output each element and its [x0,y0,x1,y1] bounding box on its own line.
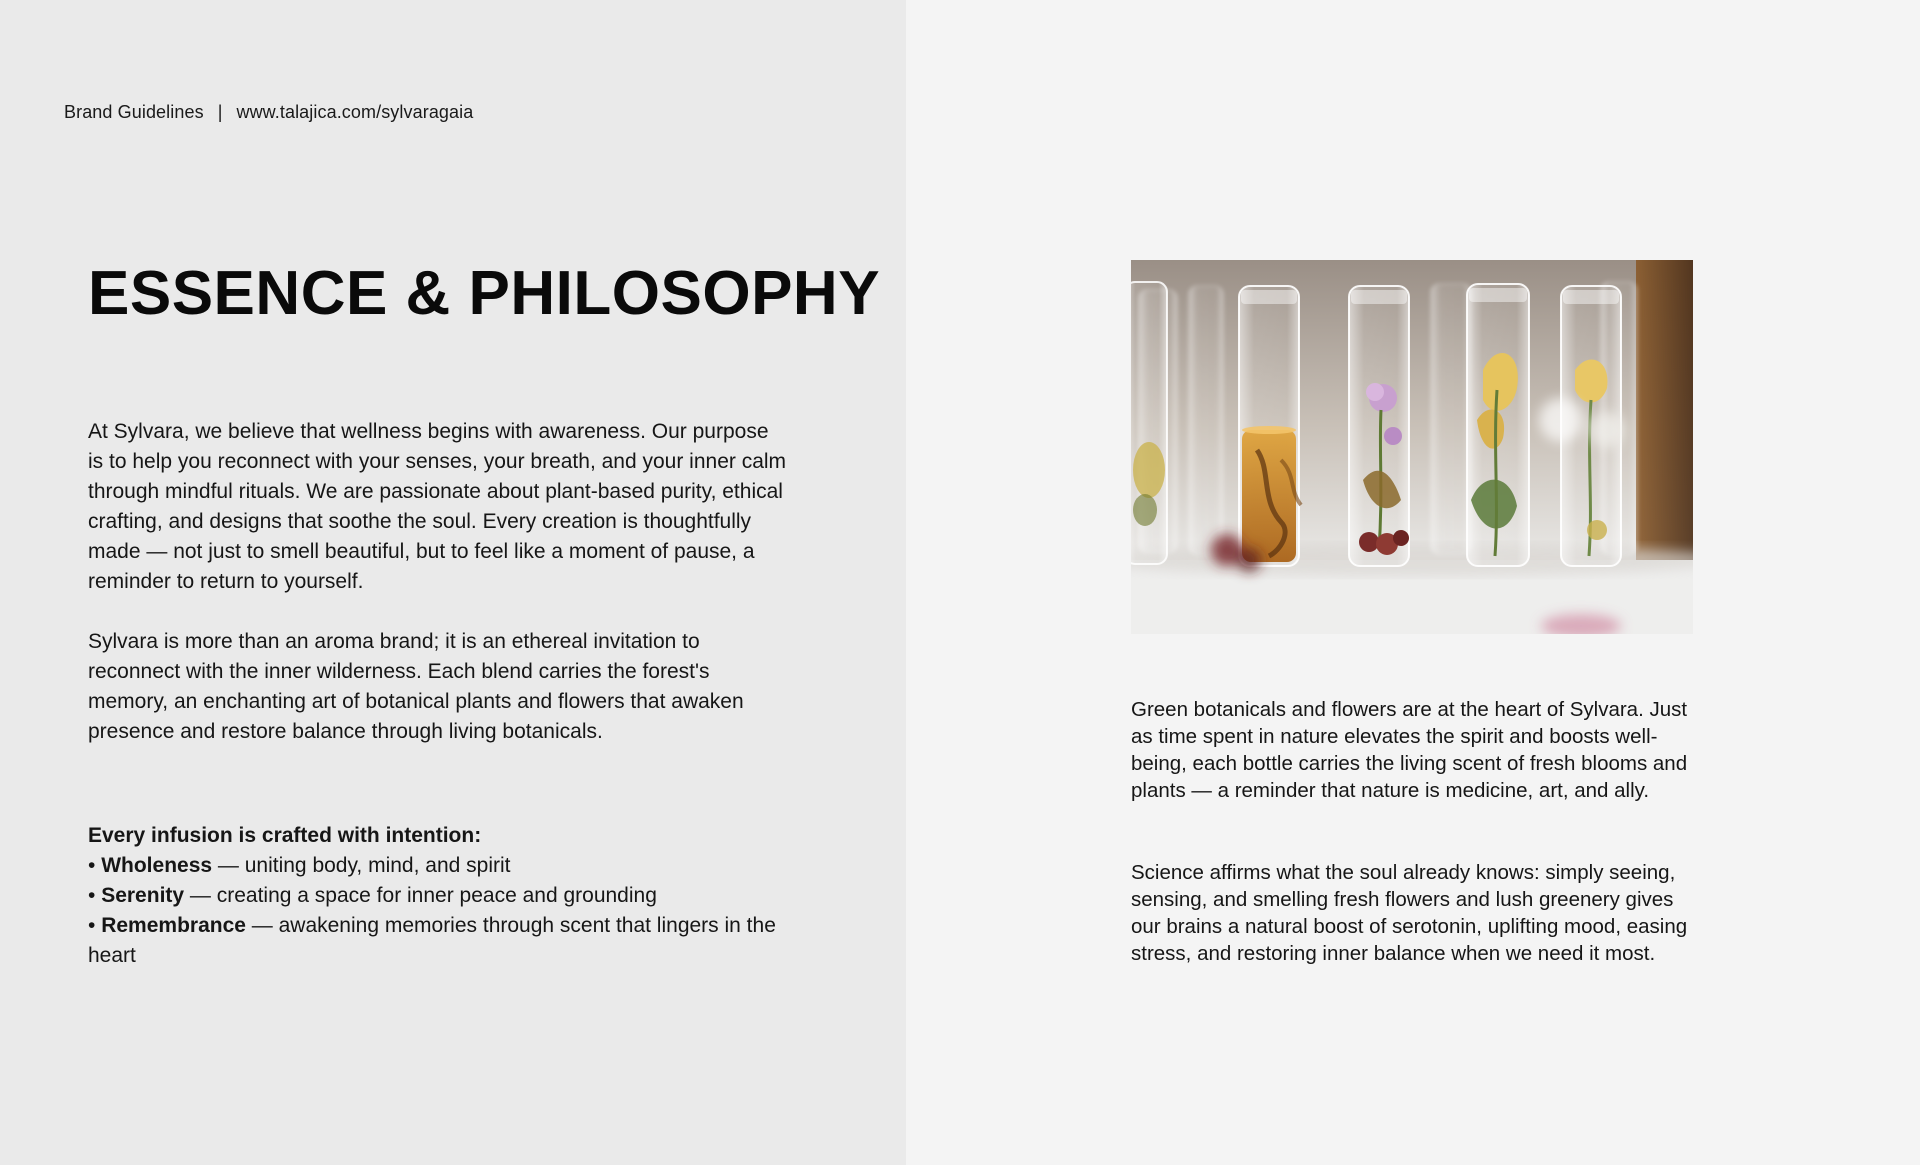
left-panel [0,0,906,1165]
brand-paragraph: Sylvara is more than an aroma brand; it is an ethereal invitation to reconnect with the inner wilderness. Each blend carries the forest's memory, an enchanting art of botanical plants and flowers that awaken presence and restore balance through living botanicals. [88,630,744,743]
principles-heading: Every infusion is crafted with intention: [88,824,482,847]
document-header [64,102,473,123]
principle-item-wholeness [88,851,788,881]
science-paragraph: Science affirms what the soul already knows: simply seeing, sensing, and smelling fresh flowers and lush greenery gives our brains a natural boost of serotonin, uplifting mood, easing stress, and restoring inner balance when we need it most. [1131,861,1688,965]
botanicals-paragraph: Green botanicals and flowers are at the heart of Sylvara. Just as time spent in nature elevates the spirit and boosts well-being, each bottle carries the living scent of fresh blooms and plants — a reminder that nature is medicine, art, and ally. [1131,698,1688,802]
principle-item-remembrance [88,911,788,971]
bullet: • [88,854,96,877]
right-panel [906,0,1920,1165]
page-title: ESSENCE & PHILOSOPHY [88,259,881,328]
header-separator: | [217,102,223,122]
bullet: • [88,914,96,937]
principle-description: — uniting body, mind, and spirit [212,854,511,877]
principles-list [88,821,788,971]
principle-term: Remembrance [101,914,246,937]
header-url: www.talajica.com/sylvaragaia [236,102,474,122]
principle-term: Wholeness [101,854,213,877]
principle-description: — awakening memories through scent that lingers in the heart [88,914,776,967]
botanical-vials-photo [1131,260,1693,634]
principle-item-serenity [88,881,788,911]
principle-term: Serenity [101,884,185,907]
principle-description: — creating a space for inner peace and grounding [184,884,657,907]
header-section-label: Brand Guidelines [64,102,204,122]
intro-paragraph: At Sylvara, we believe that wellness begins with awareness. Our purpose is to help you reconnect with your senses, your breath, and your inner calm through mindful rituals. We are passionate about plant-based purity, ethical crafting, and designs that soothe the soul. Every creation is thoughtfully made — not just to smell beautiful, but to feel like a moment of pause, a reminder to return to yourself. [88,420,787,593]
vials-illustration [1131,260,1693,634]
bullet: • [88,884,96,907]
